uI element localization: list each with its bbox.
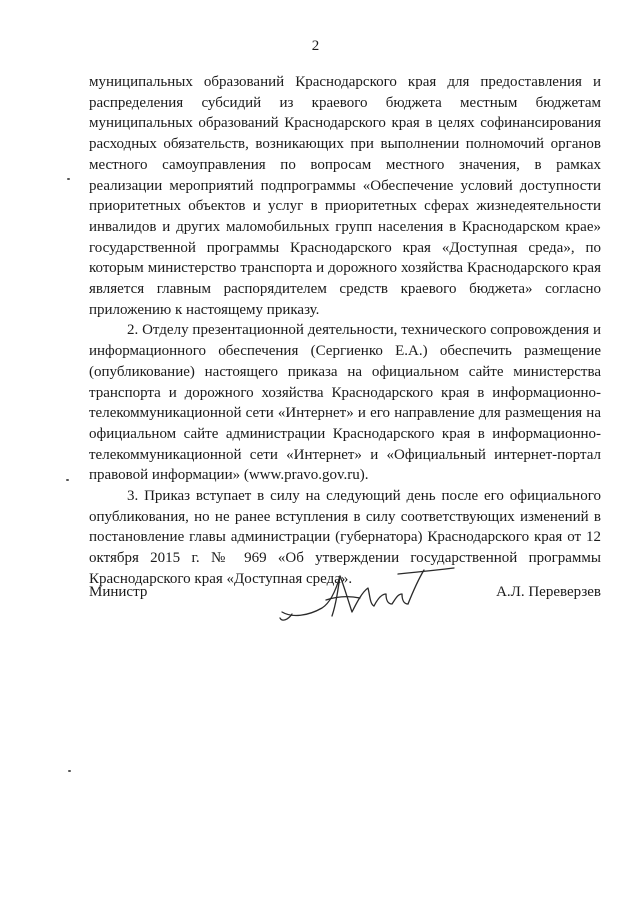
signatory-role: Министр <box>89 584 148 600</box>
scan-speck <box>68 770 71 772</box>
scan-speck <box>67 178 70 180</box>
scan-speck <box>66 479 69 481</box>
signature-block <box>89 584 601 608</box>
signatory-name: А.Л. Переверзев <box>496 584 601 600</box>
page-number: 2 <box>311 38 320 54</box>
paragraph-item-3: 3. Приказ вступает в силу на следующий день после его официального опубликования, но не ранее вступления в силу соответствующих изменений в постановление главы администрации (губернатора) Краснодарского края от 12 октября 2015 г. № 969 «Об утверждении государственной программы Краснодарского края «Доступная среда». <box>89 488 601 587</box>
document-body <box>89 72 601 590</box>
paragraph-item-2: 2. Отделу презентационной деятельности, технического сопровождения и информационного обеспечения (Сергиенко Е.А.) обеспечить размещение (опубликование) настоящего приказа на официальном сайте министерства транспорта и дорожного хозяйства Краснодарского края в информационно-телекоммуникационной сети «Интернет» и его направление для размещения на официальном сайте администрации Краснодарского края в информационно-телекоммуникационной сети «Интернет» и «Официальный интернет-портал правовой информации» (www.pravo.gov.ru). <box>89 322 601 484</box>
paragraph-continuation: муниципальных образований Краснодарского края для предоставления и распределения субсидий из краевого бюджета местным бюджетам муниципальных образований Краснодарского края в целях софинансирования расходных обязательств, возникающих при выполнении полномочий органов местного самоуправления по вопросам местного значения, в рамках реализации мероприятий подпрограммы «Обеспечение условий доступности приоритетных объектов и услуг в приоритетных сферах жизнедеятельности инвалидов и других маломобильных групп населения в Краснодарском крае» государственной программы Краснодарского края «Доступная среда», по которым министерство транспорта и дорожного хозяйства Краснодарского края является главным распорядителем средств краевого бюджета» согласно приложению к настоящему приказу. <box>89 74 601 318</box>
